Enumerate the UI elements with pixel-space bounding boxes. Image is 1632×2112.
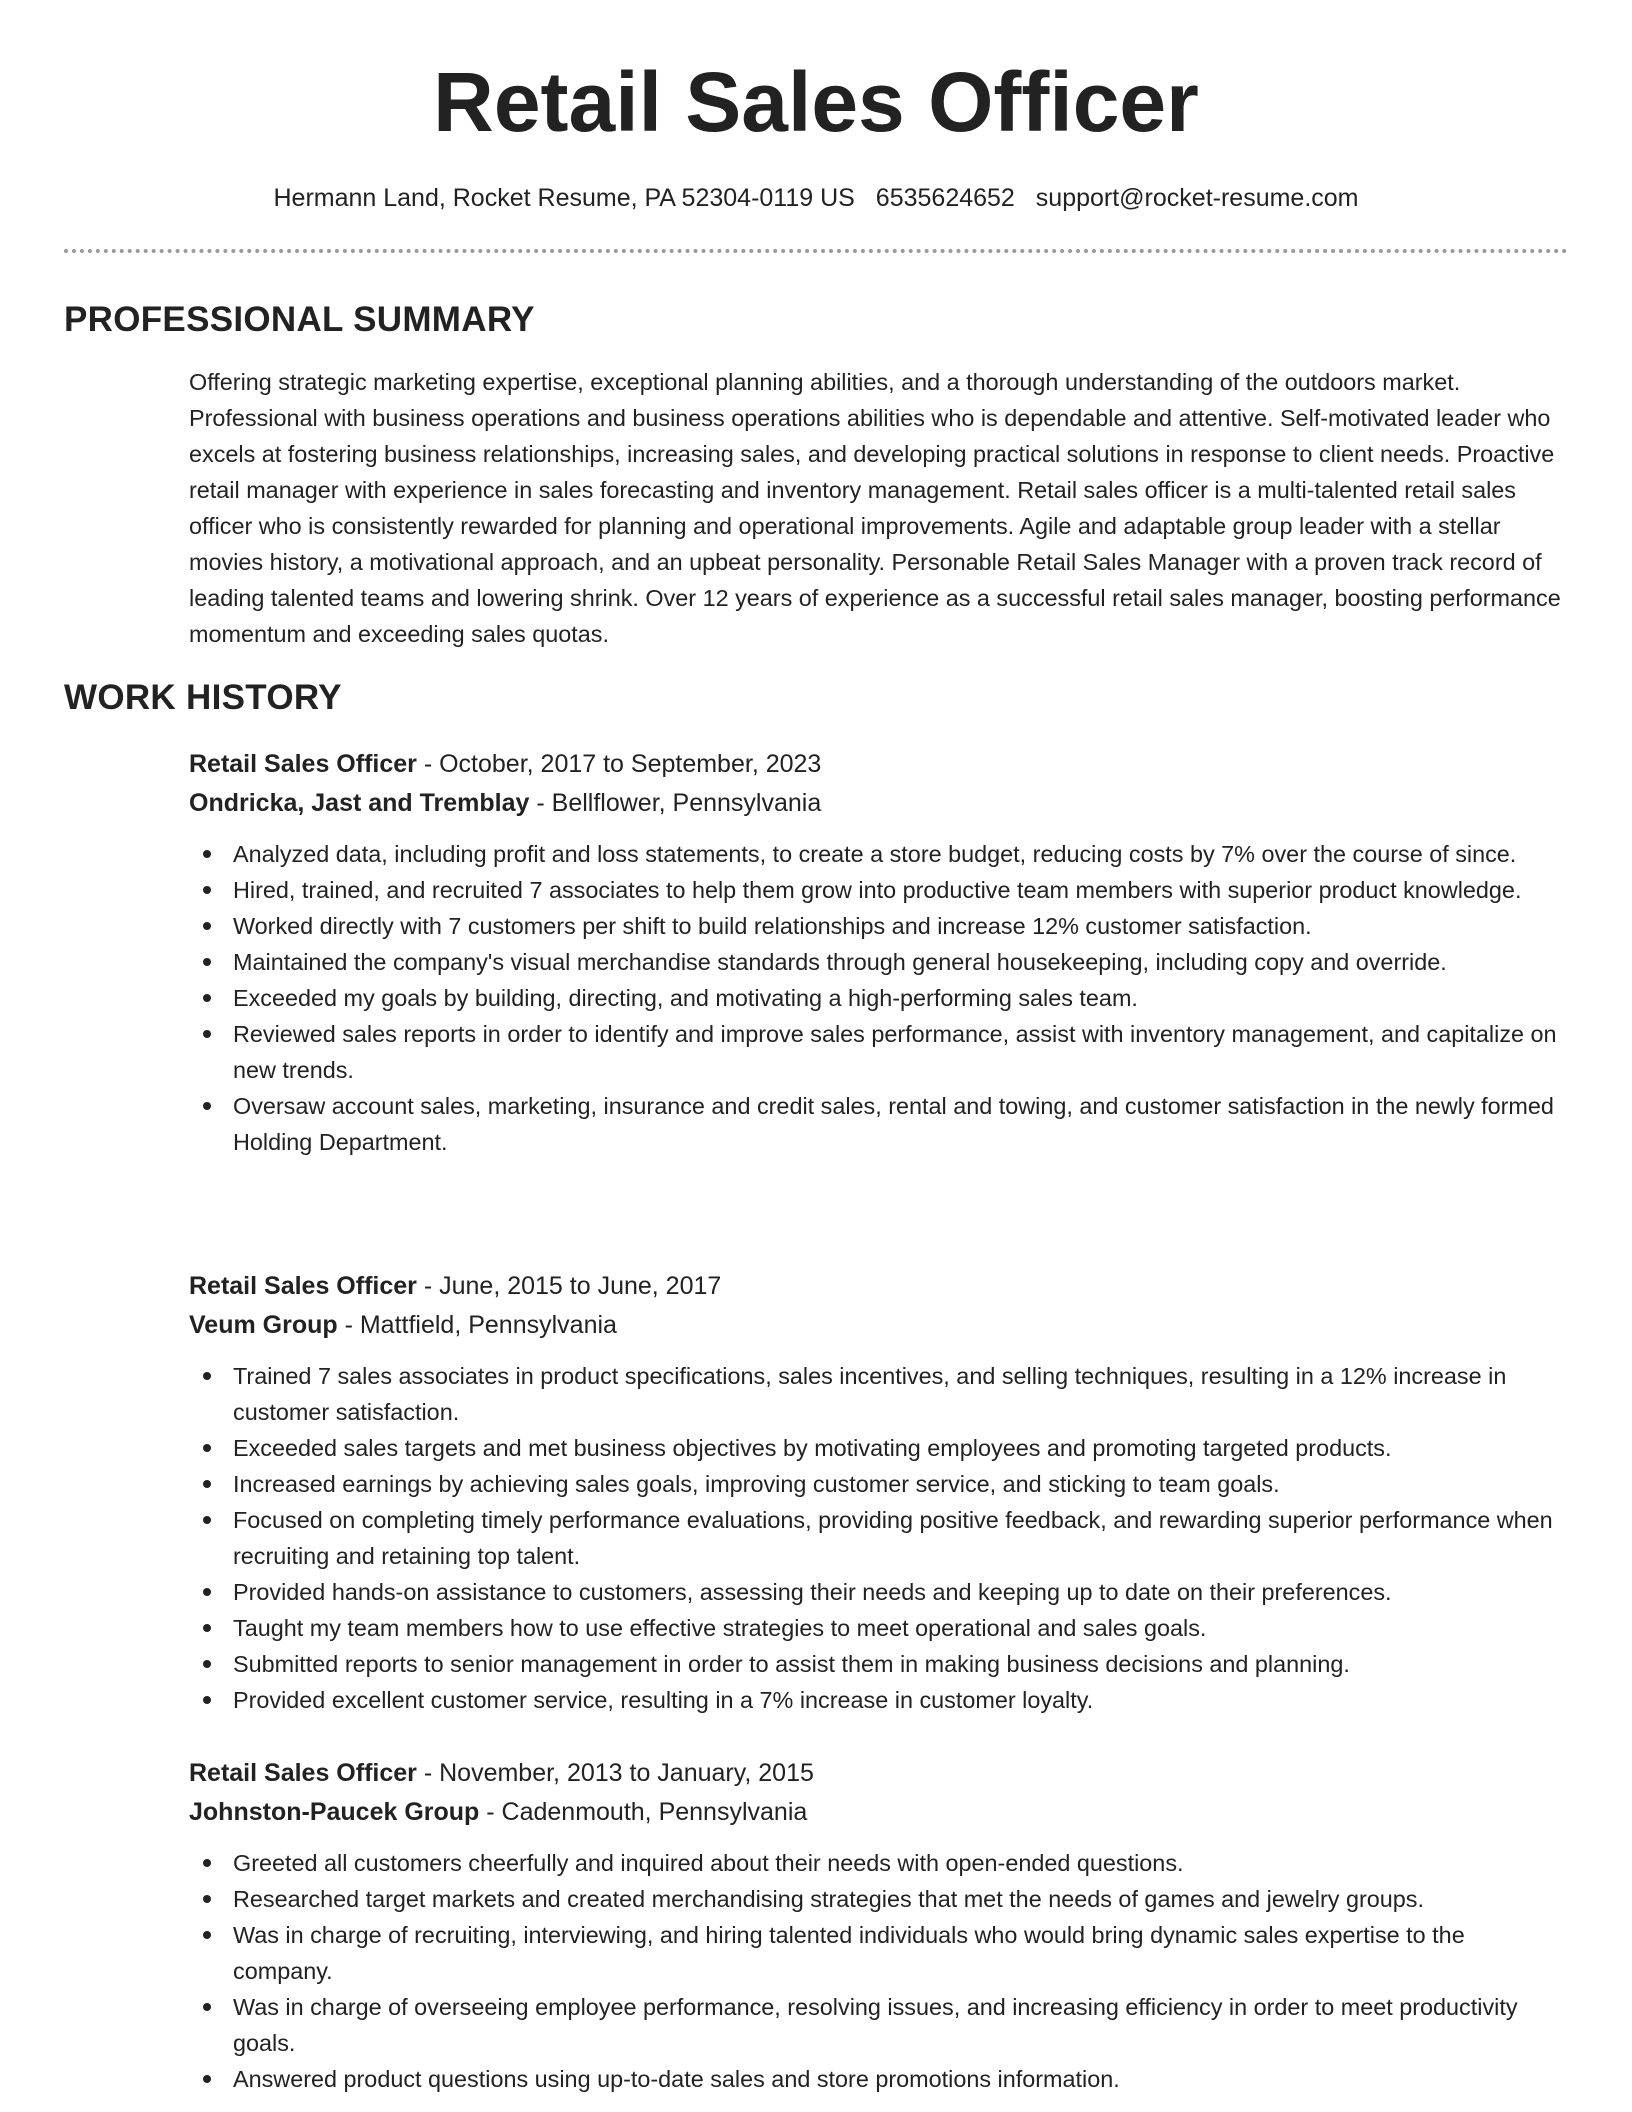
job-location: - Bellflower, Pennsylvania: [529, 789, 822, 817]
job-dates: - October, 2017 to September, 2023: [416, 750, 822, 778]
summary-text: Offering strategic marketing expertise, exceptional planning abilities, and a thorough understanding of the outdoors market. Professional with business operations and business operations abilities who is dependable and attentive. Self-motivated leader who excels at fostering business relationships, increasing sales, and developing practical solutions in response to client needs. Proactive retail manager with experience in sales forecasting and inventory management. Retail sales officer is a multi-talented retail sales officer who is consistently rewarded for planning and operational improvements. Agile and adaptable group leader with a stellar movies history, a motivational approach, and an upbeat personality. Personable Retail Sales Manager with a proven track record of leading talented teams and lowering shrink. Over 12 years of experience as a successful retail sales manager, boosting performance momentum and exceeding sales quotas.: [189, 369, 1561, 647]
job-entry: [189, 1266, 1569, 1718]
job-bullet: Researched target markets and created merchandising strategies that met the needs of games and jewelry groups.: [233, 1881, 1569, 1917]
work-history-heading: WORK HISTORY: [64, 678, 342, 717]
job-bullet: Provided excellent customer service, resulting in a 7% increase in customer loyalty.: [233, 1682, 1569, 1718]
job-bullet: Increased earnings by achieving sales goals, improving customer service, and sticking to team goals.: [233, 1466, 1569, 1502]
job-bullet: Provided hands-on assistance to customers, assessing their needs and keeping up to date on their preferences.: [233, 1574, 1569, 1610]
job-bullet: Answered product questions using up-to-date sales and store promotions information.: [233, 2061, 1569, 2097]
job-bullet: Was in charge of recruiting, interviewing, and hiring talented individuals who would bring dynamic sales expertise to the company.: [233, 1917, 1569, 1989]
job-bullet: Was in charge of overseeing employee performance, resolving issues, and increasing efficiency in order to meet productivity goals.: [233, 1989, 1569, 2061]
resume-name: Retail Sales Officer: [433, 55, 1199, 149]
job-company: Veum Group: [189, 1311, 338, 1339]
job-bullet: Trained 7 sales associates in product specifications, sales incentives, and selling techniques, resulting in a 12% increase in customer satisfaction.: [233, 1358, 1569, 1430]
job-company-line: [189, 784, 1569, 822]
job-company-line: [189, 1793, 1569, 1831]
job-dates: - June, 2015 to June, 2017: [416, 1272, 722, 1300]
job-bullet: Maintained the company's visual merchandise standards through general housekeeping, including copy and override.: [233, 944, 1569, 980]
job-bullet: Submitted reports to senior management in order to assist them in making business decisions and planning.: [233, 1646, 1569, 1682]
summary-heading: PROFESSIONAL SUMMARY: [64, 300, 535, 339]
contact-address: Hermann Land, Rocket Resume, PA 52304-0119 US: [273, 184, 855, 212]
contact-phone: 6535624652: [875, 184, 1015, 212]
job-location: - Mattfield, Pennsylvania: [337, 1311, 617, 1339]
job-entry: [189, 744, 1569, 1160]
job-bullet-list: [189, 1358, 1569, 1718]
job-bullet: Hired, trained, and recruited 7 associates to help them grow into productive team members with superior product knowledge.: [233, 872, 1569, 908]
job-title: Retail Sales Officer: [189, 1272, 417, 1300]
job-bullet: Exceeded my goals by building, directing, and motivating a high-performing sales team.: [233, 980, 1569, 1016]
contact-line: [0, 180, 1632, 216]
job-bullet: Exceeded sales targets and met business objectives by motivating employees and promoting targeted products.: [233, 1430, 1569, 1466]
job-bullet-list: [189, 1845, 1569, 2097]
header-divider: [64, 249, 1568, 253]
job-company: Johnston-Paucek Group: [189, 1798, 480, 1826]
job-bullet: Oversaw account sales, marketing, insurance and credit sales, rental and towing, and customer satisfaction in the newly formed Holding Department.: [233, 1088, 1569, 1160]
job-title: Retail Sales Officer: [189, 750, 417, 778]
job-company: Ondricka, Jast and Tremblay: [189, 789, 530, 817]
job-location: - Cadenmouth, Pennsylvania: [479, 1798, 808, 1826]
job-bullet-list: [189, 836, 1569, 1160]
job-bullet: Analyzed data, including profit and loss statements, to create a store budget, reducing costs by 7% over the course of since.: [233, 836, 1569, 872]
contact-email: support@rocket-resume.com: [1035, 184, 1359, 212]
job-bullet: Focused on completing timely performance evaluations, providing positive feedback, and rewarding superior performance when recruiting and retaining top talent.: [233, 1502, 1569, 1574]
job-role-line: [189, 1753, 1569, 1793]
job-company-line: [189, 1306, 1569, 1344]
job-bullet: Reviewed sales reports in order to identify and improve sales performance, assist with inventory management, and capitalize on new trends.: [233, 1016, 1569, 1088]
job-title: Retail Sales Officer: [189, 1759, 417, 1787]
job-role-line: [189, 1266, 1569, 1306]
job-dates: - November, 2013 to January, 2015: [416, 1759, 814, 1787]
job-entry: [189, 1753, 1569, 2097]
job-bullet: Worked directly with 7 customers per shift to build relationships and increase 12% customer satisfaction.: [233, 908, 1569, 944]
job-role-line: [189, 744, 1569, 784]
job-bullet: Greeted all customers cheerfully and inquired about their needs with open-ended questions.: [233, 1845, 1569, 1881]
job-bullet: Taught my team members how to use effective strategies to meet operational and sales goals.: [233, 1610, 1569, 1646]
